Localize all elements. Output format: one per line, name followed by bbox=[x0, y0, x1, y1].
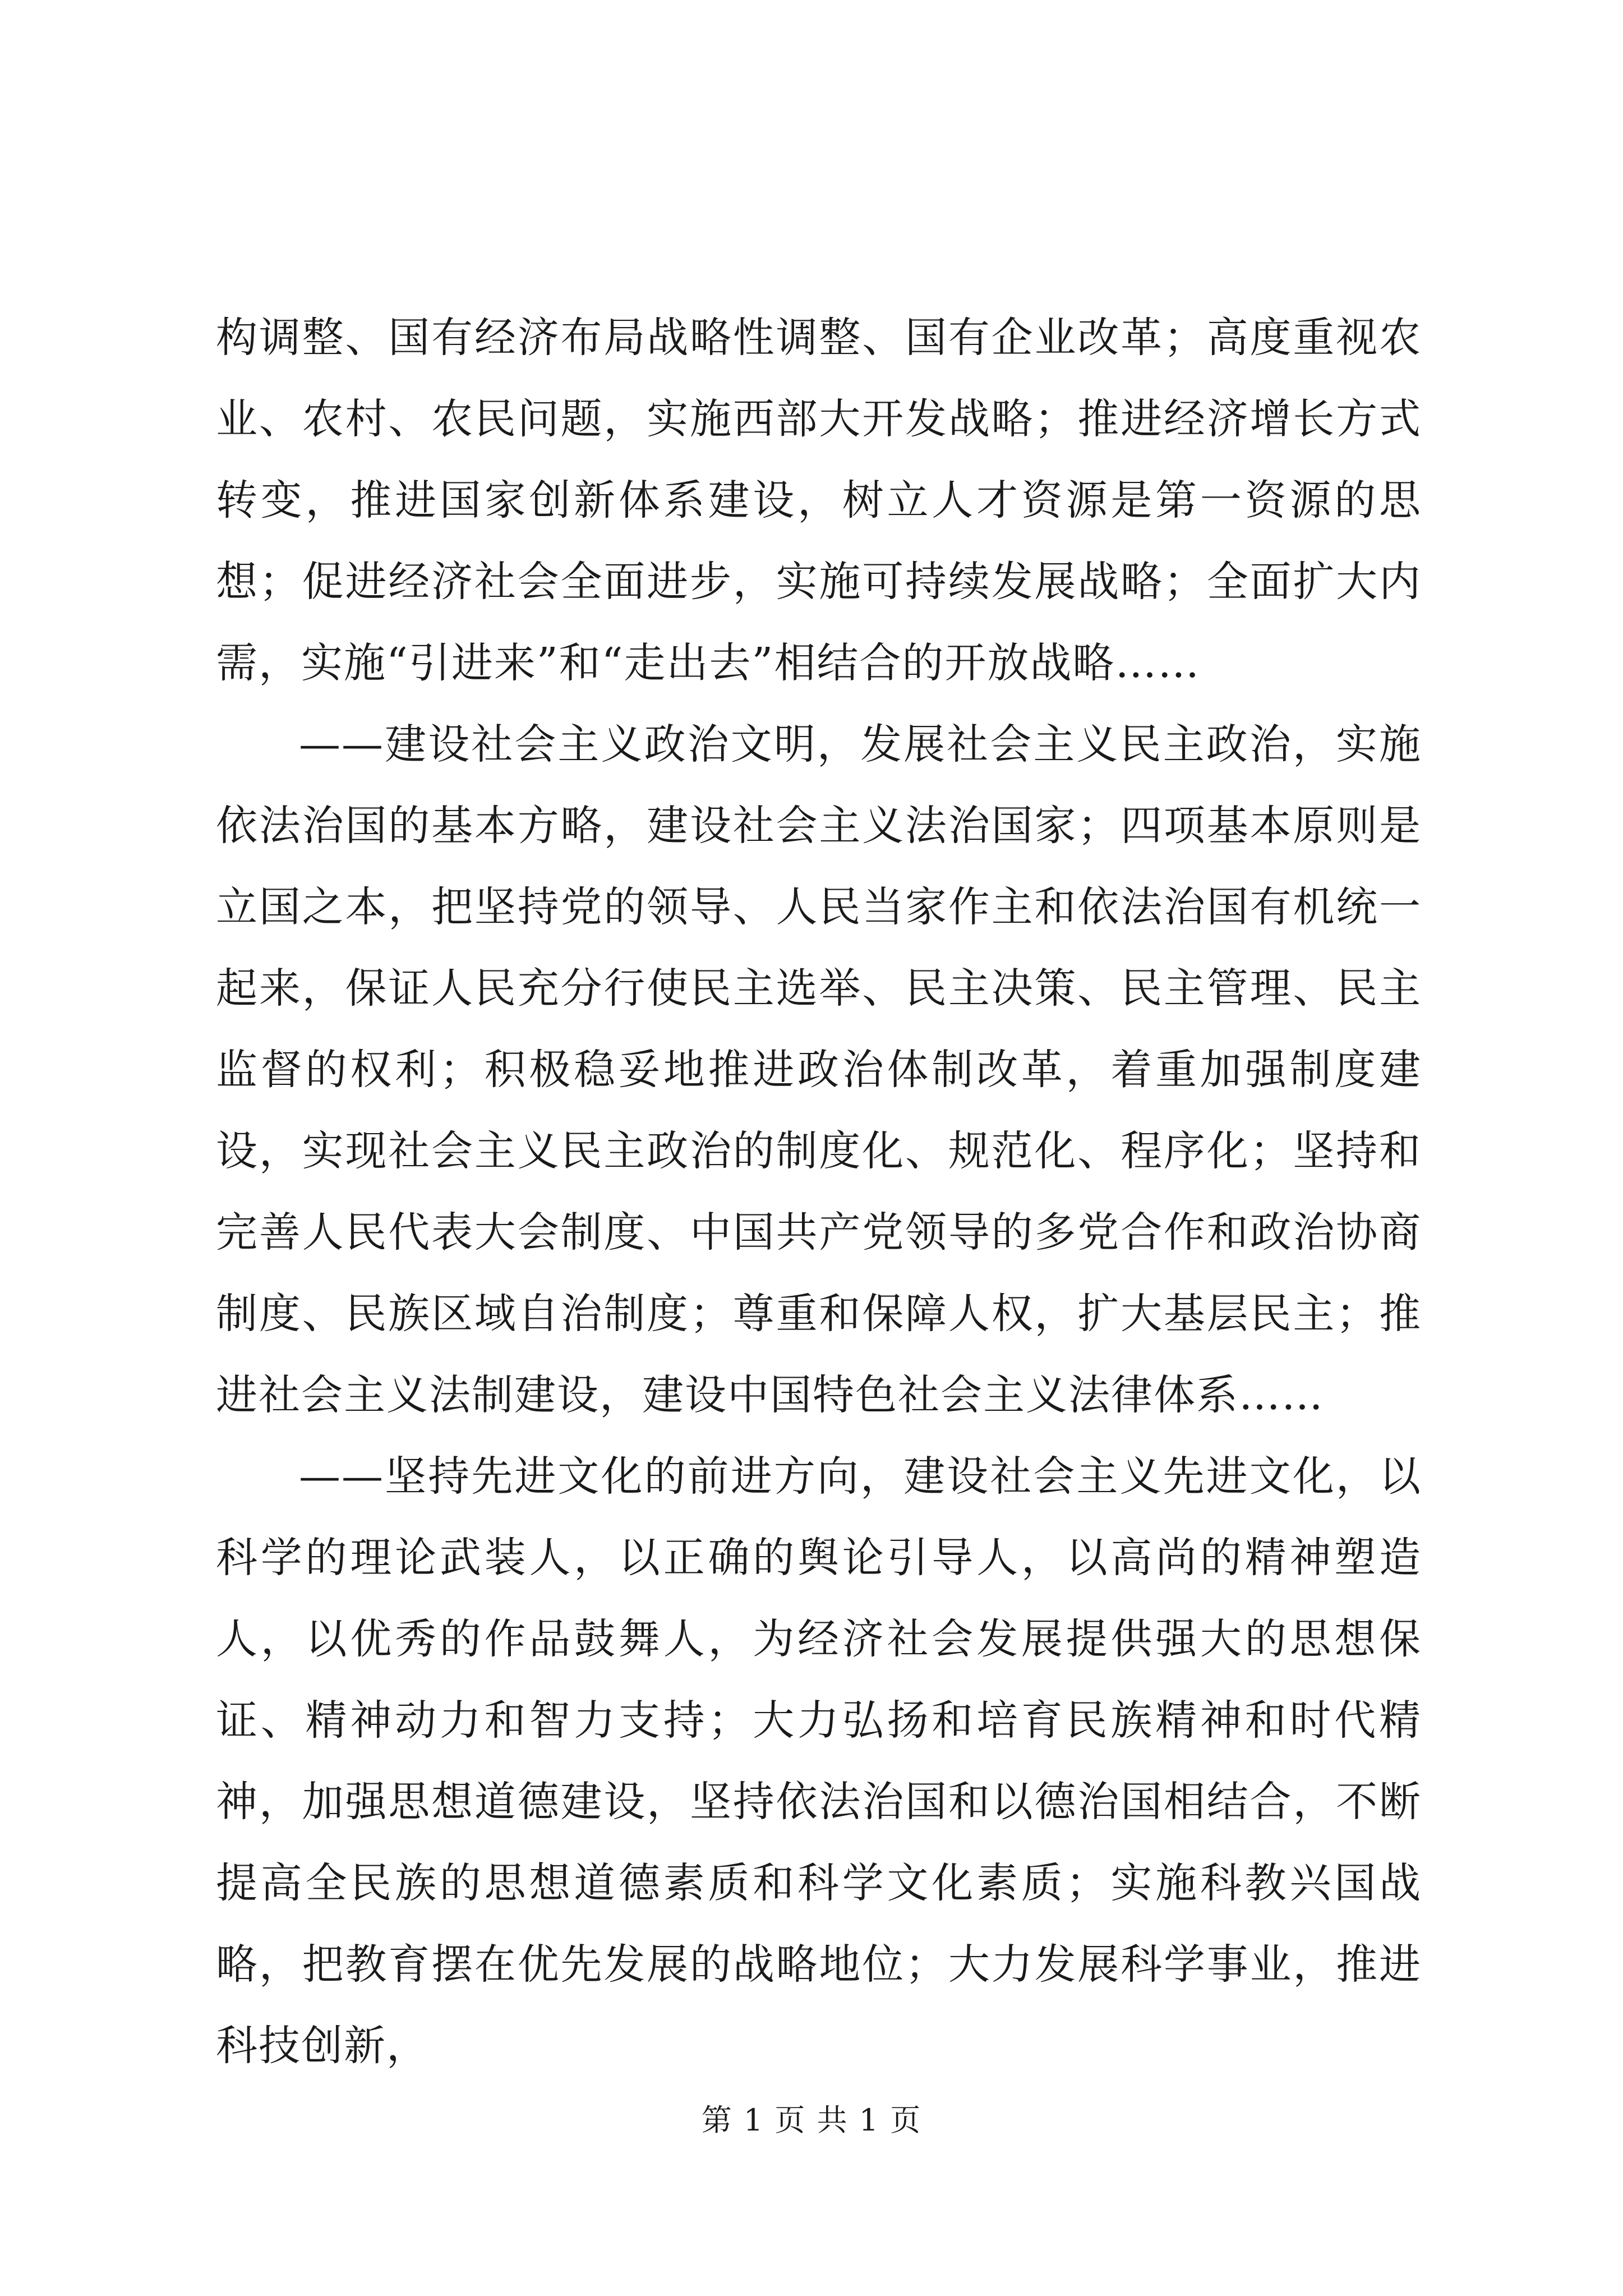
page-footer: 第 1 页 共 1 页 bbox=[701, 2102, 922, 2138]
document-body bbox=[216, 297, 1422, 2087]
paragraph-economy: 构调整、国有经济布局战略性调整、国有企业改革；高度重视农业、农村、农民问题，实施西部大开发战略；推进经济增长方式转变，推进国家创新体系建设，树立人才资源是第一资源的思想；促进经济社会全面进步，实施可持续发展战略；全面扩大内需，实施“引进来”和“走出去”相结合的开放战略…… bbox=[216, 314, 1422, 687]
paragraph-politics: ——建设社会主义政治文明，发展社会主义民主政治，实施依法治国的基本方略，建设社会主义法治国家；四项基本原则是立国之本，把坚持党的领导、人民当家作主和依法治国有机统一起来，保证人民充分行使民主选举、民主决策、民主管理、民主监督的权利；积极稳妥地推进政治体制改革，着重加强制度建设，实现社会主义民主政治的制度化、规范化、程序化；坚持和完善人民代表大会制度、中国共产党领导的多党合作和政治协商制度、民族区域自治制度；尊重和保障人权，扩大基层民主；推进社会主义法制建设，建设中国特色社会主义法律体系…… bbox=[216, 720, 1422, 1419]
paragraph-culture: ——坚持先进文化的前进方向，建设社会主义先进文化，以科学的理论武装人，以正确的舆论引导人，以高尚的精神塑造人，以优秀的作品鼓舞人，为经济社会发展提供强大的思想保证、精神动力和智力支持；大力弘扬和培育民族精神和时代精神，加强思想道德建设，坚持依法治国和以德治国相结合，不断提高全民族的思想道德素质和科学文化素质；实施科教兴国战略，把教育摆在优先发展的战略地位；大力发展科学事业，推进科技创新， bbox=[216, 1452, 1422, 2070]
